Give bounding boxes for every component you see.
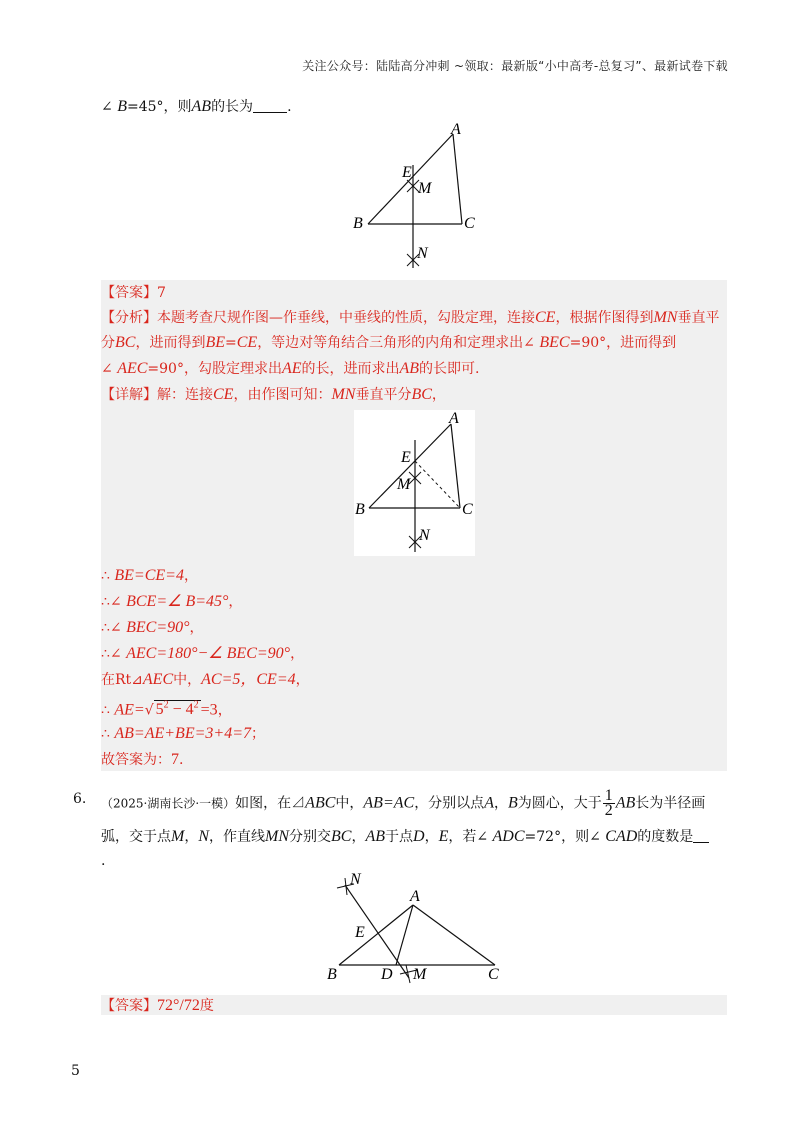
svg-text:A: A (410, 888, 420, 905)
sqrt-expression: $5^2 - 4^2$ (155, 700, 199, 719)
step-7: ∴ AB=AE+BE=3+4=7； (101, 725, 265, 742)
step-4: ∴∠ AEC=180°−∠ BEC=90°， (101, 645, 305, 662)
svg-text:N: N (419, 527, 430, 544)
step-6: ∴ AE=√ $5^2 - 4^2 =3$， (101, 700, 232, 719)
answer-line: 【答案】7 (101, 285, 166, 301)
svg-text:A: A (449, 410, 459, 427)
figure-triangle-2 (354, 410, 475, 556)
q6-line-1: （2025·湖南长沙·一模）如图，在⊿ABC中，AB=AC，分别以点A，B为圆心，大于 $\frac{1}{2}$ AB长为半径画 (101, 787, 706, 819)
question-number: 6. (73, 791, 87, 807)
svg-text:M: M (397, 476, 411, 493)
svg-text:E: E (355, 924, 365, 941)
step-5: 在Rt⊿AEC中，AC=5，CE=4， (101, 671, 310, 688)
q6-line-3: . (101, 853, 106, 869)
svg-text:A: A (451, 121, 461, 138)
fraction-half: $\frac{1}{2}$ (604, 787, 613, 819)
page-number: 5 (71, 1063, 80, 1079)
answer-blank (693, 828, 709, 843)
svg-text:B: B (355, 501, 365, 518)
svg-text:N: N (350, 871, 361, 888)
svg-text:E: E (401, 449, 411, 466)
svg-text:B: B (327, 966, 337, 983)
page-header: 关注公众号：陆陆高分冲刺 ~领取：最新版“小中高考-总复习”、最新试卷下载 (302, 59, 728, 73)
step-8: 故答案为：7. (101, 751, 184, 768)
step-3: ∴∠ BEC=90°， (101, 619, 204, 636)
figure-triangle-3 (325, 870, 510, 988)
svg-text:M: M (413, 966, 427, 983)
detail-line: 【详解】解：连接CE，由作图可知：MN垂直平分BC， (101, 386, 446, 403)
analysis-line-2: 分BC，进而得到BE=CE，等边对等角结合三角形的内角和定理求出∠ BEC=90°，进而得到 (101, 334, 677, 351)
svg-text:E: E (402, 164, 412, 181)
svg-text:M: M (418, 180, 432, 197)
step-1: ∴ BE=CE=4， (101, 567, 198, 584)
answer2-line: 【答案】72°/72度 (101, 997, 214, 1014)
step-2: ∴∠ BCE=∠ B=45°， (101, 593, 243, 610)
analysis-line-1: 【分析】本题考查尺规作图—作垂线，中垂线的性质，勾股定理，连接CE，根据作图得到MN垂直平 (101, 309, 720, 326)
figure-triangle-1 (345, 120, 485, 275)
answer-blank (253, 98, 287, 113)
svg-text:C: C (462, 501, 473, 518)
analysis-line-3: ∠ AEC=90°，勾股定理求出AE的长，进而求出AB的长即可. (101, 360, 480, 377)
svg-text:B: B (353, 215, 363, 232)
q6-line-2: 弧，交于点M，N，作直线MN分别交BC，AB于点D，E，若∠ ADC=72°，则∠ CAD的度数是 (101, 827, 709, 847)
svg-text:C: C (464, 215, 475, 232)
svg-text:N: N (417, 245, 428, 262)
svg-text:D: D (381, 966, 393, 983)
question-tail: ∠ B=45°，则AB的长为 . (101, 98, 292, 115)
svg-text:C: C (488, 966, 499, 983)
